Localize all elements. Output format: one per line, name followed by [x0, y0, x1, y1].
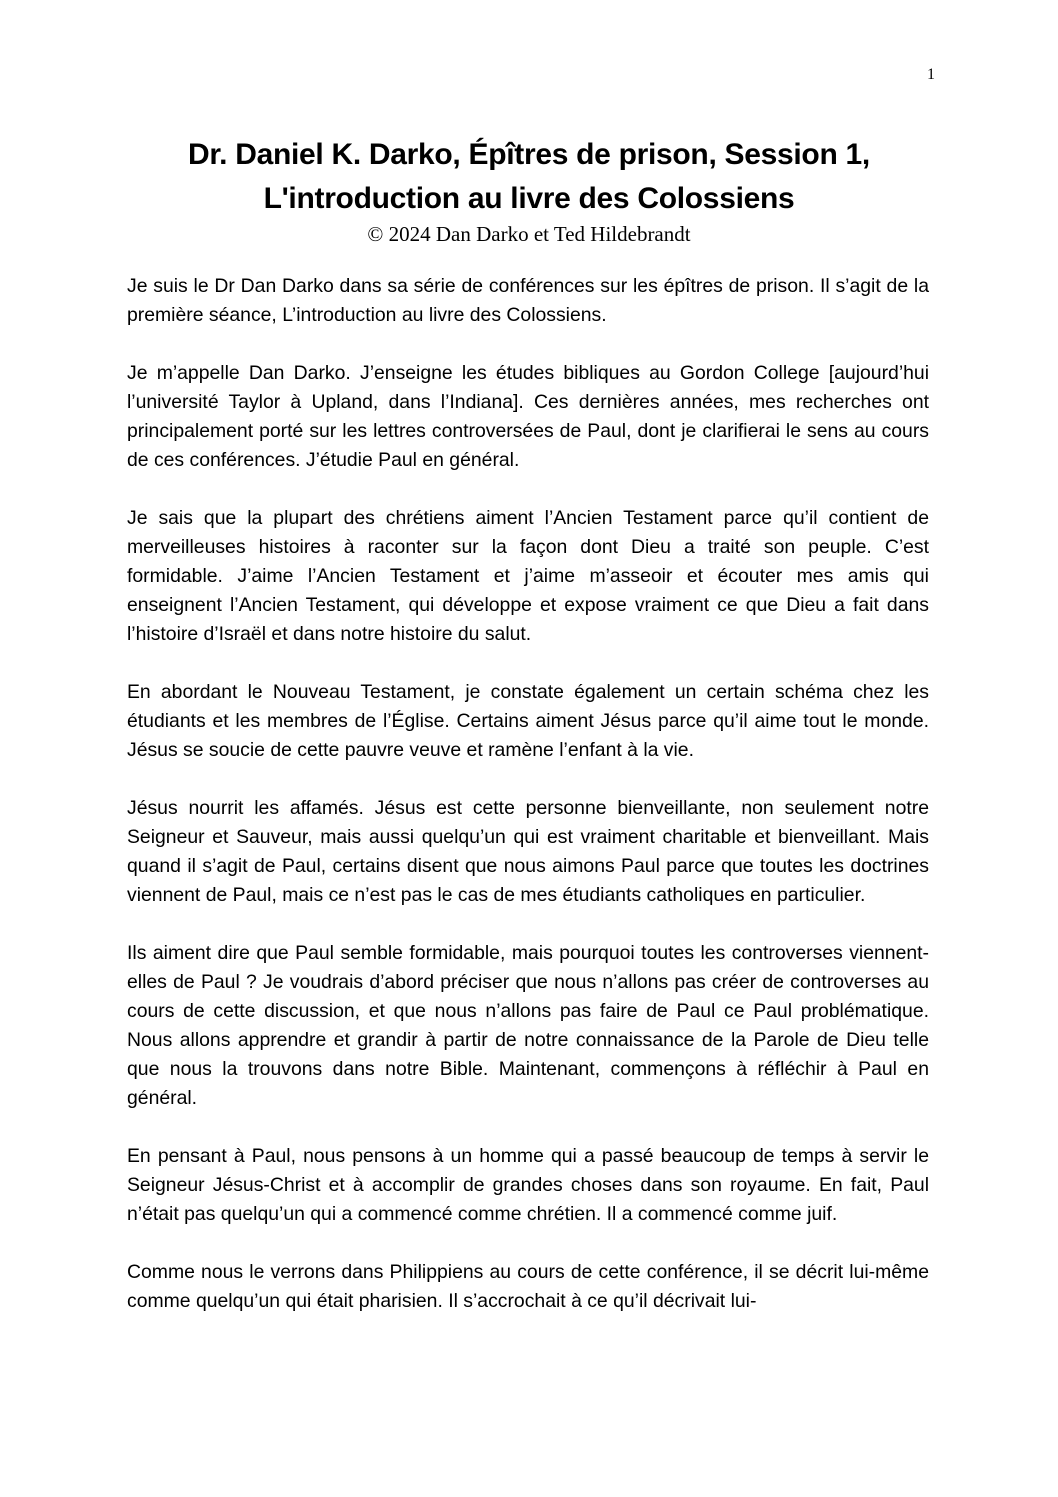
document-body — [127, 272, 929, 1345]
document-header — [100, 133, 958, 247]
paragraph-6: Ils aiment dire que Paul semble formidable, mais pourquoi toutes les controverses viennent-elles de Paul ? Je voudrais d’abord préciser que nous n’allons pas créer de controverses au cours de cette discussion, et que nous n’allons pas faire de Paul ce Paul problématique. Nous allons apprendre et grandir à partir de notre connaissance de la Parole de Dieu telle que nous la trouvons dans notre Bible. Maintenant, commençons à réfléchir à Paul en général. — [127, 942, 929, 1109]
document-title — [100, 133, 958, 221]
paragraph-1: Je suis le Dr Dan Darko dans sa série de conférences sur les épîtres de prison. Il s’agit de la première séance, L’introduction au livre des Colossiens. — [127, 275, 929, 326]
title-line-2: L'introduction au livre des Colossiens — [263, 182, 795, 215]
paragraph-3: Je sais que la plupart des chrétiens aiment l’Ancien Testament parce qu’il contient de merveilleuses histoires à raconter sur la façon dont Dieu a traité son peuple. C’est formidable. J’aime l’Ancien Testament et j’aime m’asseoir et écouter mes amis qui enseignent l’Ancien Testament, qui développe et expose vraiment ce que Dieu a fait dans l’histoire d’Israël et dans notre histoire du salut. — [127, 507, 929, 645]
paragraph-5: Jésus nourrit les affamés. Jésus est cette personne bienveillante, non seulement notre Seigneur et Sauveur, mais aussi quelqu’un qui est vraiment charitable et bienveillant. Mais quand il s’agit de Paul, certains disent que nous aimons Paul parce que toutes les doctrines viennent de Paul, mais ce n’est pas le cas de mes étudiants catholiques en particulier. — [127, 797, 929, 906]
paragraph-8: Comme nous le verrons dans Philippiens au cours de cette conférence, il se décrit lui-même comme quelqu’un qui était pharisien. Il s’accrochait à ce qu’il décrivait lui- — [127, 1261, 929, 1312]
title-line-1: Dr. Daniel K. Darko, Épîtres de prison, Session 1, — [188, 138, 870, 171]
copyright-notice: © 2024 Dan Darko et Ted Hildebrandt — [367, 222, 691, 246]
paragraph-4: En abordant le Nouveau Testament, je constate également un certain schéma chez les étudiants et les membres de l’Église. Certains aiment Jésus parce qu’il aime tout le monde. Jésus se soucie de cette pauvre veuve et ramène l’enfant à la vie. — [127, 681, 929, 761]
paragraph-7: En pensant à Paul, nous pensons à un homme qui a passé beaucoup de temps à servir le Seigneur Jésus-Christ et à accomplir de grandes choses dans son royaume. En fait, Paul n’était pas quelqu’un qui a commencé comme chrétien. Il a commencé comme juif. — [127, 1145, 929, 1225]
page-number: 1 — [927, 66, 935, 83]
paragraph-2: Je m’appelle Dan Darko. J’enseigne les études bibliques au Gordon College [aujourd’hui l’université Taylor à Upland, dans l’Indiana]. Ces dernières années, mes recherches ont principalement porté sur les lettres controversées de Paul, dont je clarifierai le sens au cours de ces conférences. J’étudie Paul en général. — [127, 362, 929, 471]
